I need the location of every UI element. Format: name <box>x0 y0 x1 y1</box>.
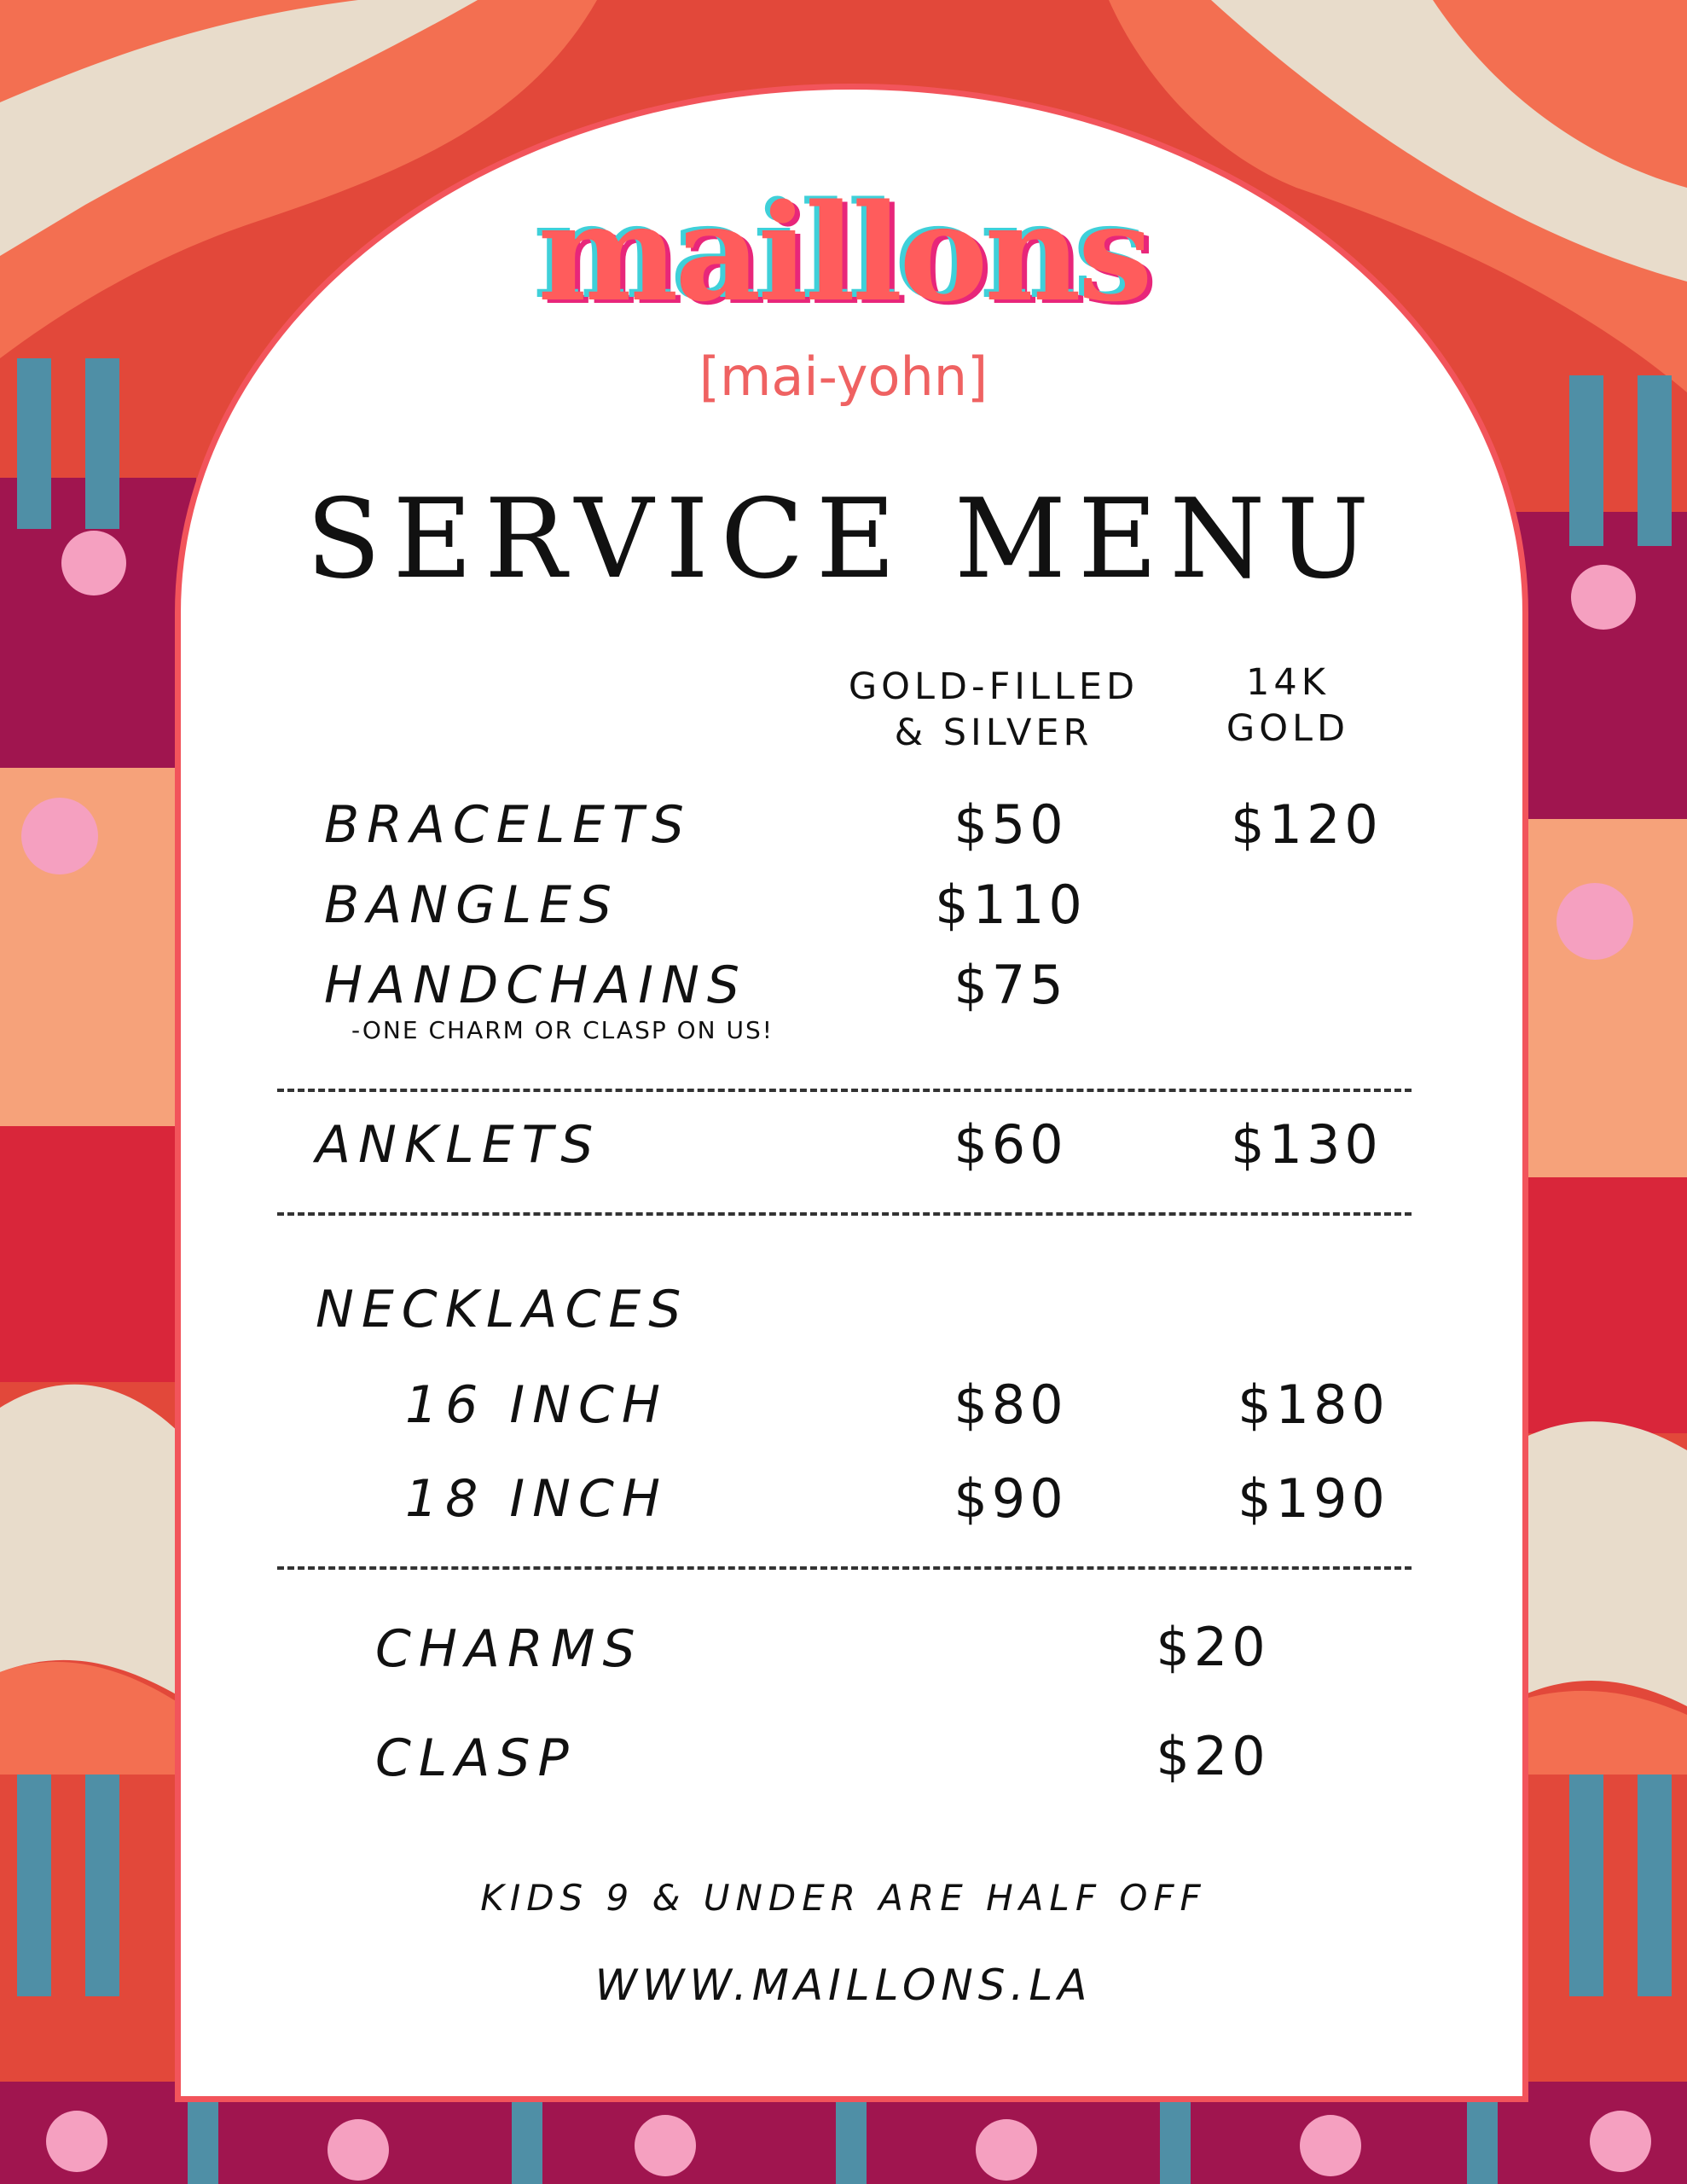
column-header-gold-filled: GOLD-FILLED & SILVER <box>848 665 1139 754</box>
price-necklace-18-14k: $190 <box>1238 1467 1389 1530</box>
price-bangles-gold-filled: $110 <box>935 874 1087 936</box>
item-necklace-16-inch: 16 INCH <box>405 1375 669 1435</box>
price-charms: $20 <box>1156 1616 1270 1678</box>
item-anklets: ANKLETS <box>316 1115 601 1175</box>
divider <box>277 1089 1412 1092</box>
item-necklace-18-inch: 18 INCH <box>405 1469 669 1529</box>
handchains-note: -ONE CHARM OR CLASP ON US! <box>351 1016 774 1044</box>
item-bracelets: BRACELETS <box>324 795 692 855</box>
brand-logo: maillons <box>537 175 1150 331</box>
price-necklace-16-14k: $180 <box>1238 1374 1389 1436</box>
price-clasp: $20 <box>1156 1725 1270 1787</box>
price-bracelets-14k: $120 <box>1231 793 1383 856</box>
item-clasp: CLASP <box>375 1728 577 1788</box>
price-handchains-gold-filled: $75 <box>954 954 1068 1016</box>
divider <box>277 1212 1412 1216</box>
price-anklets-gold-filled: $60 <box>954 1113 1068 1176</box>
page-title: SERVICE MENU <box>305 476 1382 603</box>
item-handchains: HANDCHAINS <box>324 956 747 1015</box>
kids-discount-note: KIDS 9 & UNDER ARE HALF OFF <box>480 1877 1207 1919</box>
brand-pronunciation: [mai-yohn] <box>699 346 988 408</box>
price-anklets-14k: $130 <box>1231 1113 1383 1176</box>
item-bangles: BANGLES <box>324 875 620 935</box>
divider <box>277 1566 1412 1570</box>
column-header-14k-gold: 14K GOLD <box>1226 661 1350 750</box>
price-necklace-18-gold-filled: $90 <box>954 1467 1068 1530</box>
item-charms: CHARMS <box>375 1619 643 1679</box>
website-link[interactable]: WWW.MAILLONS.LA <box>594 1960 1093 2010</box>
item-necklaces: NECKLACES <box>316 1280 689 1339</box>
price-bracelets-gold-filled: $50 <box>954 793 1068 856</box>
price-necklace-16-gold-filled: $80 <box>954 1374 1068 1436</box>
